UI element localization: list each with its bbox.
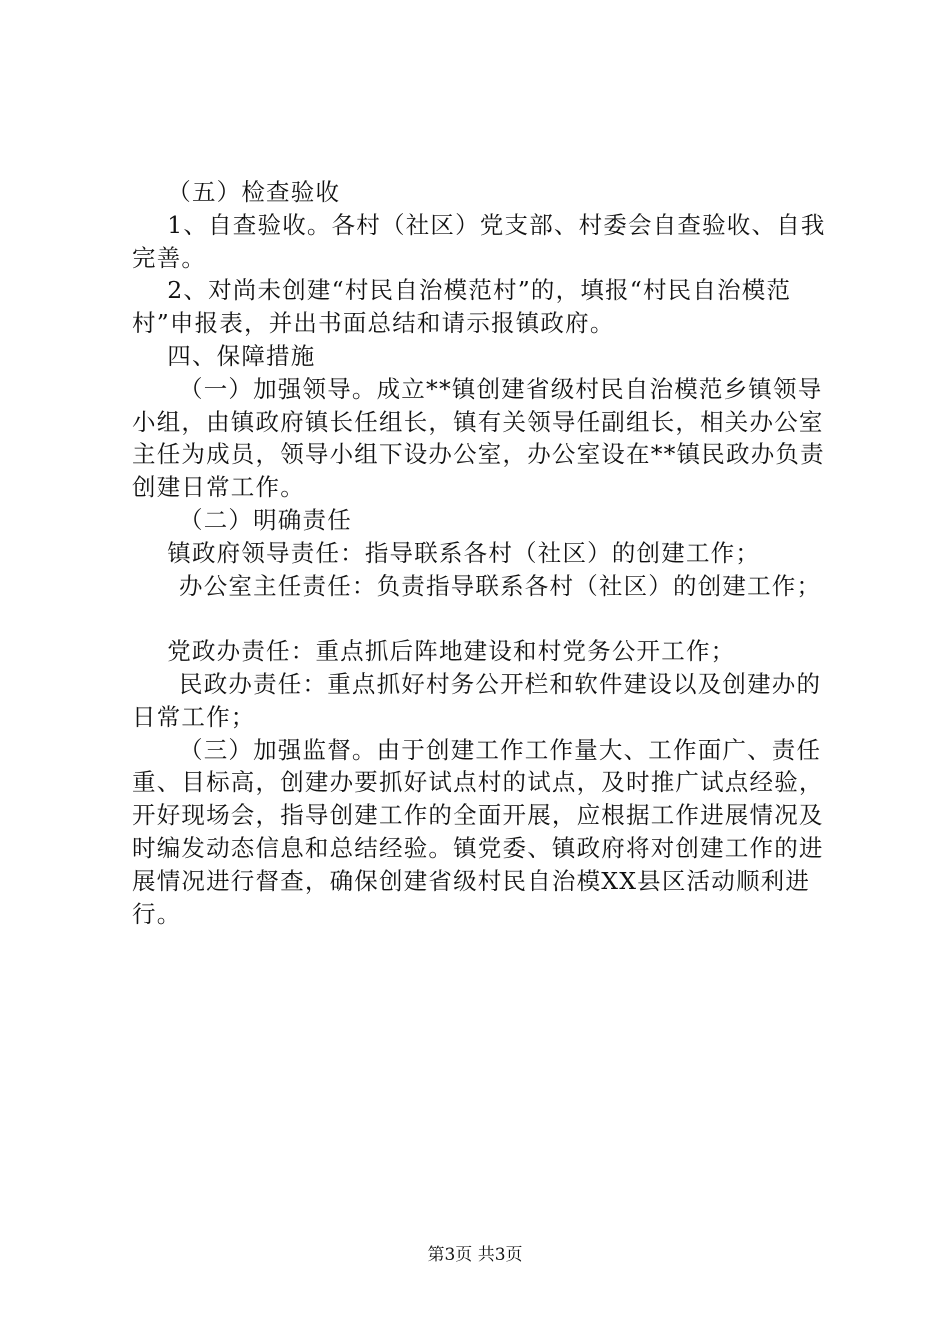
- section-heading-inspection: （五）检查验收: [167, 178, 341, 206]
- paragraph-party-office-responsibility: 党政办责任：重点抓后阵地建设和村党务公开工作；: [167, 637, 736, 666]
- paragraph-leadership: （一）加强领导。成立**镇创建省级村民自治模范乡镇领导小组，由镇政府镇长任组长，镇有关领导任副组长，相关办公室主任为成员，领导小组下设办公室，办公室设在**镇民政办负责创建日常工作。: [132, 374, 825, 502]
- paragraph-supervision: （三）加强监督。由于创建工作工作量大、工作面广、责任重、目标高，创建办要抓好试点村的试点，及时推广试点经验，开好现场会，指导创建工作的全面开展，应根据工作进展情况及时编发动态信息和总结经验。镇党委、镇政府将对创建工作的进展情况进行督查，确保创建省级村民自治模XX县区活动顺利进行。: [132, 735, 824, 928]
- section-heading-safeguards: 四、保障措施: [167, 341, 316, 370]
- paragraph-civil-affairs-responsibility: 民政办责任：重点抓好村务公开栏和软件建设以及创建办的日常工作；: [132, 669, 822, 731]
- paragraph-application: 2、对尚未创建“村民自治模范村”的，填报“村民自治模范村”申报表，并出书面总结和请示报镇政府。: [132, 276, 792, 338]
- paragraph-office-director-responsibility: 办公室主任责任：负责指导联系各村（社区）的创建工作；: [179, 571, 822, 600]
- paragraph-self-inspection: 1、自查验收。各村（社区）党支部、村委会自查验收、自我完善。: [132, 210, 826, 272]
- page-footer: [0, 1244, 950, 1266]
- document-body: [132, 176, 832, 930]
- blank-line: [132, 602, 832, 635]
- page-number-label: 第3页 共3页: [427, 1245, 523, 1265]
- section-heading-responsibility: （二）明确责任: [179, 505, 352, 534]
- paragraph-government-responsibility: 镇政府领导责任：指导联系各村（社区）的创建工作；: [167, 538, 761, 567]
